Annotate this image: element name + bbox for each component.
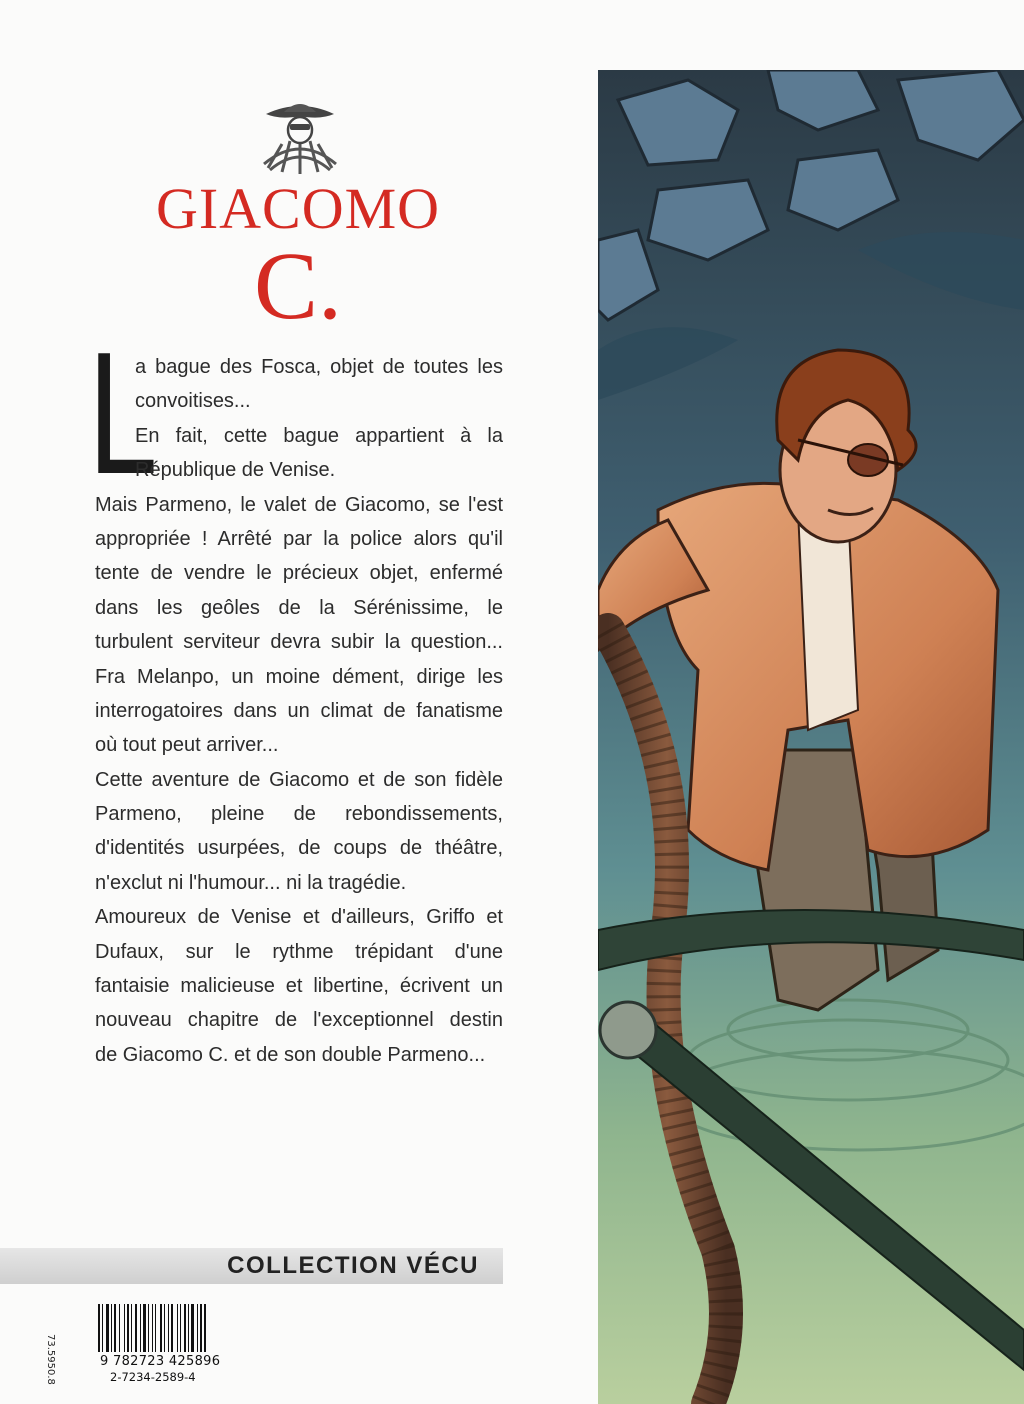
barcode-block [45, 1300, 268, 1390]
barcode-side-code: 73.5950.8 [45, 1334, 56, 1385]
barcode-bar [131, 1304, 132, 1352]
blurb-line: de Giacomo C. et de son double Parmeno... [95, 1043, 486, 1066]
barcode-bar [119, 1304, 120, 1352]
blurb-line: appropriée ! Arrêté par la police alors qu'il [95, 527, 503, 550]
barcode-bar [114, 1304, 116, 1352]
barcode-bar [184, 1304, 186, 1352]
back-cover-blurb [95, 350, 503, 1072]
blurb-line: d'identités usurpées, de coups de théâtre, [95, 837, 503, 860]
blurb-line: Dufaux, sur le rythme trépidant d'une [95, 940, 503, 963]
collection-banner [0, 1248, 503, 1284]
barcode-bar [197, 1304, 198, 1352]
tricorn-masked-figure-icon [250, 94, 350, 176]
collection-label: COLLECTION VÉCU [227, 1252, 479, 1279]
blurb-line: convoitises... [135, 390, 251, 413]
barcode-bar [168, 1304, 169, 1352]
barcode-bar [152, 1304, 153, 1352]
man-with-eyepatch-holding-rope-illustration [598, 70, 1024, 1404]
barcode-bar [200, 1304, 202, 1352]
barcode-bar [140, 1304, 141, 1352]
barcode-bar [171, 1304, 173, 1352]
title-c: C. [253, 232, 343, 339]
blurb-line: Mais Parmeno, le valet de Giacomo, se l'est [95, 493, 503, 516]
blurb-line: Amoureux de Venise et d'ailleurs, Griffo et [95, 906, 503, 929]
blurb-line: interrogatoires dans un climat de fanatisme [95, 699, 503, 722]
barcode-bar [111, 1304, 112, 1352]
barcode-bar [177, 1304, 178, 1352]
title-giacomo: GIACOMO [155, 176, 441, 241]
barcode-bar [102, 1304, 103, 1352]
blurb-line: fantaisie malicieuse et libertine, écrivent un [95, 975, 503, 998]
blurb-line: a bague des Fosca, objet de toutes les [135, 356, 503, 378]
barcode-bar [135, 1304, 137, 1352]
barcode-digits: 9 782723 425896 [100, 1354, 221, 1369]
blurb-line: n'exclut ni l'humour... ni la tragédie. [95, 871, 407, 894]
blurb-line: turbulent serviteur devra subir la question... [95, 631, 503, 654]
blurb-line: Parmeno, pleine de rebondissements, [95, 803, 503, 826]
barcode-bar [127, 1304, 129, 1352]
barcode-bar [124, 1304, 125, 1352]
blurb-line: nouveau chapitre de l'exceptionnel destin [95, 1009, 503, 1032]
barcode-bar [204, 1304, 206, 1352]
blurb-line: où tout peut arriver... [95, 734, 279, 757]
barcode-bar [191, 1304, 194, 1352]
barcode-bar [160, 1304, 162, 1352]
barcode-bar [106, 1304, 109, 1352]
blurb-line: République de Venise. [135, 459, 336, 482]
blurb-line: En fait, cette bague appartient à la [135, 424, 503, 447]
barcode-bar [180, 1304, 181, 1352]
barcode-bar [148, 1304, 149, 1352]
isbn: 2-7234-2589-4 [110, 1370, 196, 1384]
blurb-line: tente de vendre le précieux objet, enfermé [95, 562, 503, 585]
blurb-line: dans les geôles de la Sérénissime, le [95, 596, 503, 619]
barcode-icon [98, 1304, 258, 1354]
barcode-bar [188, 1304, 189, 1352]
blurb-line: Fra Melanpo, un moine dément, dirige les [95, 665, 503, 688]
barcode-bar [143, 1304, 146, 1352]
blurb-line: Cette aventure de Giacomo et de son fidèle [95, 768, 503, 791]
barcode-bar [98, 1304, 100, 1352]
drop-cap: L [88, 315, 158, 510]
barcode-bar [164, 1304, 165, 1352]
barcode-bar [155, 1304, 156, 1352]
